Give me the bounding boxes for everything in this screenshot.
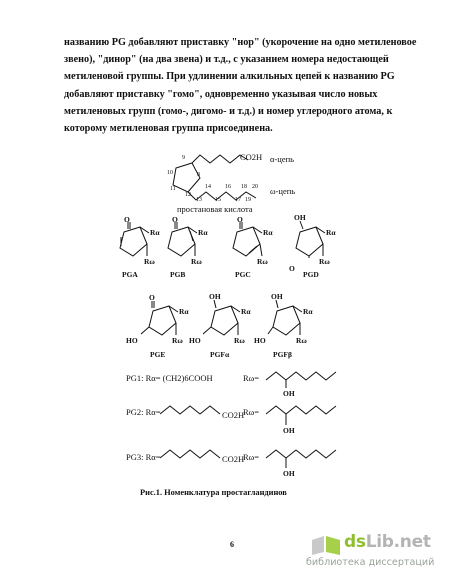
ralpha-label: Rα: [241, 307, 251, 316]
atom-number: 19: [245, 197, 251, 203]
oxo-label: O: [124, 215, 130, 224]
pgc-label: PGC: [235, 270, 251, 279]
oxo-label: O: [237, 215, 243, 224]
book-logo-icon: [310, 534, 342, 556]
romega-label: Rω: [296, 336, 307, 345]
logo-lib: Lib.net: [365, 532, 431, 552]
oh-label: OH: [283, 469, 295, 478]
ralpha-label: Rα: [198, 228, 208, 237]
romega-chain-2: [266, 406, 336, 425]
romega-chain-3: [266, 450, 336, 468]
pg2-ralpha-label: PG2: Rα=: [126, 407, 161, 417]
ralpha-label: Rα: [179, 307, 189, 316]
pgd-label: PGD: [303, 270, 319, 279]
romega-label: Rω: [191, 257, 202, 266]
ralpha-label: Rα: [150, 228, 160, 237]
pgf-alpha-label: PGFα: [210, 350, 230, 359]
pgc-structure: [233, 222, 262, 256]
dslib-logo: [344, 532, 431, 552]
pgd-structure: [296, 221, 325, 258]
romega-label: Rω: [257, 257, 268, 266]
oxo-label: O: [289, 264, 295, 273]
ralpha-chain-pg3: [160, 450, 220, 458]
alpha-chain-label: α-цепь: [270, 154, 295, 164]
ralpha-label: Rα: [263, 228, 273, 237]
page-number: 6: [230, 540, 234, 549]
paragraph-line: звено), "динор" (на два звена) и т.д., с указанием номера недостающей: [64, 54, 389, 66]
pga-structure: [120, 222, 149, 256]
atom-number: 10: [167, 170, 173, 176]
ralpha-label: Rα: [326, 228, 336, 237]
romega-label: Rω: [144, 257, 155, 266]
romega-label: Rω=: [243, 373, 260, 383]
pge-structure: [141, 301, 178, 335]
ralpha-label: Rα: [303, 307, 313, 316]
oxo-label: O: [172, 215, 178, 224]
co2h-label: CO2H: [222, 454, 245, 464]
figure-caption: Рис.1. Номенклатура простагландинов: [140, 488, 287, 497]
atom-number: 8: [197, 172, 200, 178]
oh-label: OH: [209, 292, 221, 301]
atom-number: 16: [225, 184, 231, 190]
pgb-structure: [168, 222, 197, 256]
ralpha-chain-pg2: [160, 406, 220, 414]
oh-label: OH: [271, 292, 283, 301]
paragraph-line: метиленовой группы. При удлинении алкильных цепей к названию PG: [64, 71, 395, 83]
logo-ds: ds: [344, 532, 366, 552]
atom-number: 14: [205, 184, 211, 190]
oh-label: OH: [294, 213, 306, 222]
oh-label: OH: [283, 389, 295, 398]
romega-chain-1: [266, 372, 336, 388]
atom-number: 15: [215, 197, 221, 203]
ho-label: HO: [189, 336, 201, 345]
prostanoic-acid-label: простановая кислота: [177, 204, 253, 214]
atom-number: 9: [182, 155, 185, 161]
pga-label: PGA: [122, 270, 138, 279]
pgb-label: PGB: [170, 270, 186, 279]
co2h-label: CO2H: [240, 152, 263, 162]
paragraph-line: которому метиленовая группа присоединена.: [64, 123, 273, 135]
paragraph-line: добавляют приставку "гомо", одновременно указывая число новых: [64, 88, 378, 100]
omega-chain-label: ω-цепь: [270, 186, 296, 196]
pgf-beta-structure: [268, 300, 302, 335]
romega-label: Rω=: [243, 452, 260, 462]
co2h-label: CO2H: [222, 410, 245, 420]
pge-label: PGE: [150, 350, 166, 359]
romega-label: Rω: [234, 336, 245, 345]
atom-number: 17: [235, 197, 241, 203]
paragraph-line: названию PG добавляют приставку "нор" (укорочение на одно метиленовое: [64, 37, 417, 48]
romega-label: Rω=: [243, 407, 260, 417]
pg1-ralpha-formula: PG1: Rα= (CH2)6COOH: [126, 373, 213, 383]
dslib-watermark: [300, 530, 448, 578]
atom-number: 13: [196, 197, 202, 203]
romega-label: Rω: [319, 257, 330, 266]
pgf-alpha-structure: [203, 300, 240, 335]
atom-number: 11: [170, 186, 176, 192]
oxo-label: O: [149, 293, 155, 302]
romega-label: Rω: [172, 336, 183, 345]
atom-number: 12: [185, 192, 191, 198]
atom-number: 18: [241, 184, 247, 190]
oh-label: OH: [283, 426, 295, 435]
ho-label: HO: [126, 336, 138, 345]
ho-label: HO: [254, 336, 266, 345]
pgf-beta-label: PGFβ: [273, 350, 292, 359]
paragraph-line: метиленовых групп (гомо-, дигомо- и т.д.) и номер углеродного атома, к: [64, 105, 393, 117]
pg3-ralpha-label: PG3: Rα=: [126, 452, 161, 462]
dslib-subtitle: библиотека диссертаций: [306, 557, 435, 568]
atom-number: 20: [252, 184, 258, 190]
